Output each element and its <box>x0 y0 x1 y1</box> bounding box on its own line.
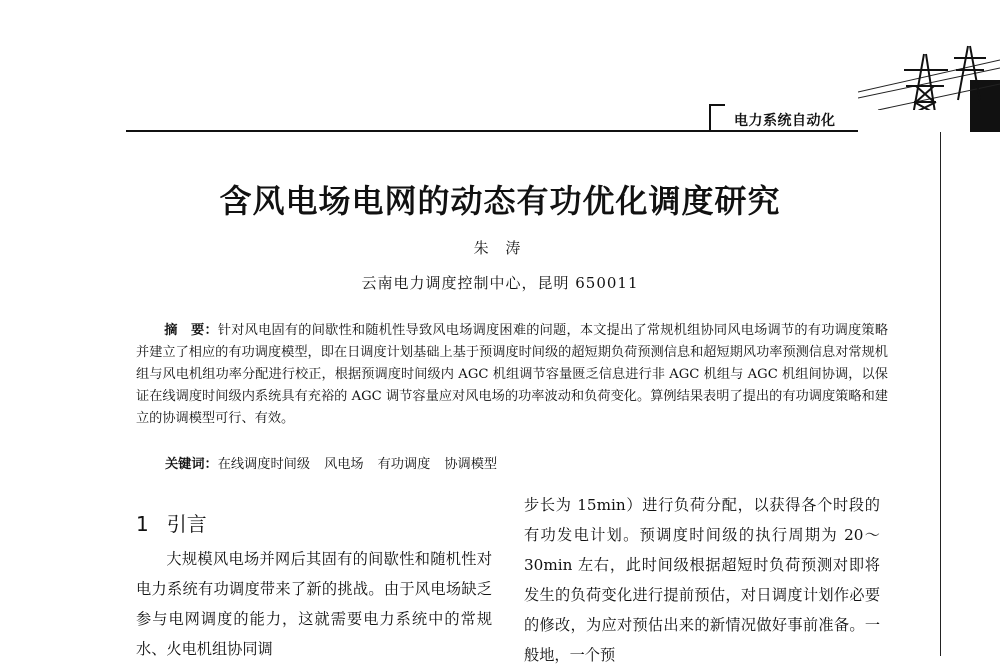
section-title: 引言 <box>166 512 207 536</box>
abstract-label: 摘 要： <box>164 323 218 338</box>
affiliation: 云南电力调度控制中心，昆明 650011 <box>361 274 639 292</box>
abstract-text: 针对风电固有的间歇性和随机性导致风电场调度困难的问题，本文提出了常规机组协同风电场调节的有功调度策略并建立了相应的有功调度模型，即在日调度计划基础上基于预调度时间级的超短期负荷预测信息和超短期风功率预测信息对常规机组与风电机组功率分配进行校正，根据预调度时间级内 AGC 机组调节容量匮乏信息进行非 AGC 机组与 AGC 机组间协调，以保证在线调度时间级内系统具有充裕的 AGC 调节容量应对风电场的功率波动和负荷变化。算例结果表明了提出的有功调度策略和建立的协调模型可行、有效。 <box>136 323 889 426</box>
keyword: 有功调度 <box>377 457 431 472</box>
right-column <box>524 490 880 670</box>
keyword: 在线调度时间级 <box>217 457 311 472</box>
paper-title: 含风电场电网的动态有功优化调度研究 <box>219 182 781 220</box>
body-paragraph: 步长为 15min）进行负荷分配，以获得各个时段的有功发电计划。预调度时间级的执行周期为 20～30min 左右，此时间级根据超短时负荷预测对即将发生的负荷变化进行提前预估，对日调度计划作必要的修改，为应对预估出来的新情况做好事前准备。一般地，一个预 <box>524 496 880 664</box>
power-tower-icon <box>858 40 1000 132</box>
keyword: 协调模型 <box>444 457 498 472</box>
body-paragraph: 大规模风电场并网后其固有的间歇性和随机性对电力系统有功调度带来了新的挑战。由于风电场缺乏参与电网调度的能力，这就需要电力系统中的常规水、火电机组协同调 <box>136 550 492 658</box>
author: 朱 涛 <box>473 239 527 257</box>
section-number: 1 <box>136 512 149 536</box>
header-notch-top <box>709 104 725 106</box>
keyword: 风电场 <box>324 457 364 472</box>
left-column <box>136 544 492 664</box>
abstract <box>136 320 888 430</box>
header-notch <box>709 104 711 130</box>
header-rule <box>126 130 942 132</box>
section-tag: 电力系统自动化 <box>734 113 836 129</box>
keywords <box>165 453 511 472</box>
section-heading <box>136 508 207 537</box>
keywords-label: 关键词： <box>165 457 218 472</box>
